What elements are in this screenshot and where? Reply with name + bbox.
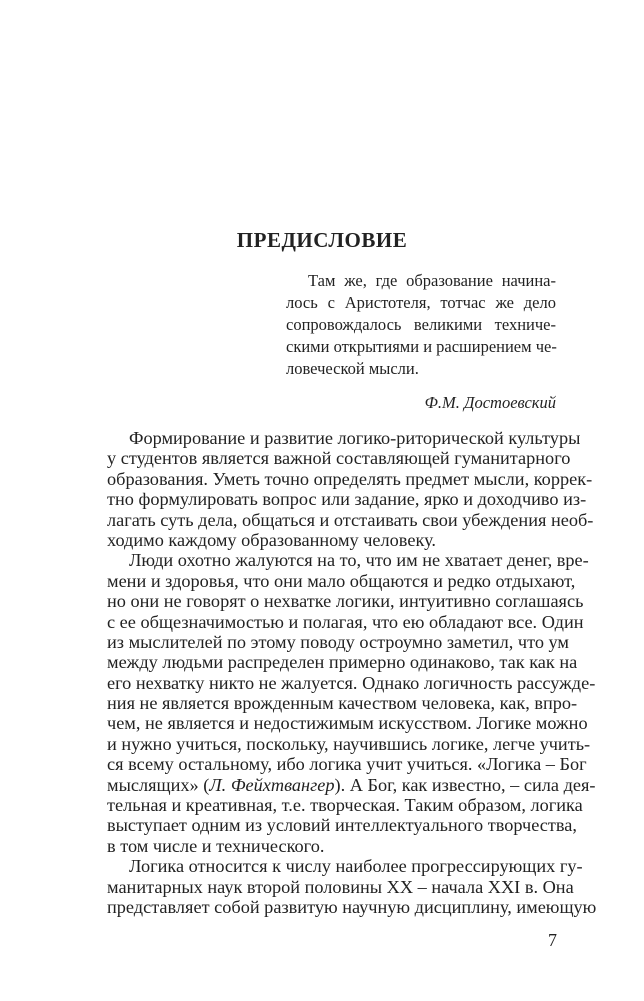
epigraph-author: Ф.М. Достоевский (424, 393, 556, 412)
quote-text-rest: ). А Бог, как известно, – сила дея- (334, 774, 596, 795)
body-text (107, 428, 597, 917)
text-line: представляет собой развитую научную дисциплину, имеющую (107, 896, 597, 917)
quote-author: Л. Фейхтвангер (209, 774, 335, 795)
quote-text: мыслящих» ( (107, 774, 210, 795)
text-line: между людьми распределен примерно одинаково, так как на (107, 652, 578, 673)
text-line: и нужно учиться, поскольку, научившись логике, легче учить- (107, 733, 591, 754)
text-line: чем, не является и недостижимым искусством. Логике можно (107, 713, 588, 734)
text-line: мени и здоровья, что они мало общаются и редко отдыхают, (107, 570, 576, 591)
text-line: но они не говорят о нехватке логики, интуитивно соглашаясь (107, 591, 584, 612)
text-line: из мыслителей по этому поводу остроумно заметил, что ум (107, 631, 570, 652)
text-line: с ее общезначимостью и полагая, что ею обладают все. Один (107, 611, 584, 632)
text-line: лагать суть дела, общаться и отстаивать свои убеждения необ- (107, 509, 594, 530)
epigraph-line: ловеческой мысли. (286, 359, 419, 378)
epigraph (286, 270, 556, 380)
text-line: Логика относится к числу наиболее прогрессирующих гу- (129, 856, 583, 877)
text-line: Люди охотно жалуются на то, что им не хватает денег, вре- (129, 550, 589, 571)
text-line: тно формулировать вопрос или задание, ярко и доходчиво из- (107, 489, 587, 510)
page-number: 7 (548, 930, 557, 950)
text-line: ходимо каждому образованному человеку. (107, 529, 436, 550)
epigraph-line: лось с Аристотеля, тотчас же дело (286, 293, 556, 312)
text-line: выступает одним из условий интеллектуального творчества, (107, 815, 577, 836)
epigraph-line: сопровождалось великими техниче- (286, 315, 556, 334)
text-line: манитарных наук второй половины XX – начала XXI в. Она (107, 876, 574, 897)
text-line: тельная и креативная, т.е. творческая. Таким образом, логика (107, 795, 583, 816)
text-line: ния не является врожденным качеством человека, как, впро- (107, 693, 578, 714)
text-line: образования. Уметь точно определять предмет мысли, коррек- (107, 468, 593, 489)
text-line: Формирование и развитие логико-риторической культуры (129, 428, 581, 448)
text-line: его нехватку никто не жалуется. Однако логичность рассужде- (107, 672, 596, 693)
text-line: в том числе и технического. (107, 835, 325, 856)
text-line: у студентов является важной составляющей гуманитарного (107, 448, 571, 469)
page-title: ПРЕДИСЛОВИЕ (236, 228, 408, 252)
epigraph-line: Там же, где образование начина- (308, 271, 556, 290)
text-line: ся всему остальному, ибо логика учит учиться. «Логика – Бог (107, 754, 587, 775)
epigraph-line: скими открытиями и расширением че- (286, 337, 557, 356)
text-line-quote (107, 774, 596, 795)
